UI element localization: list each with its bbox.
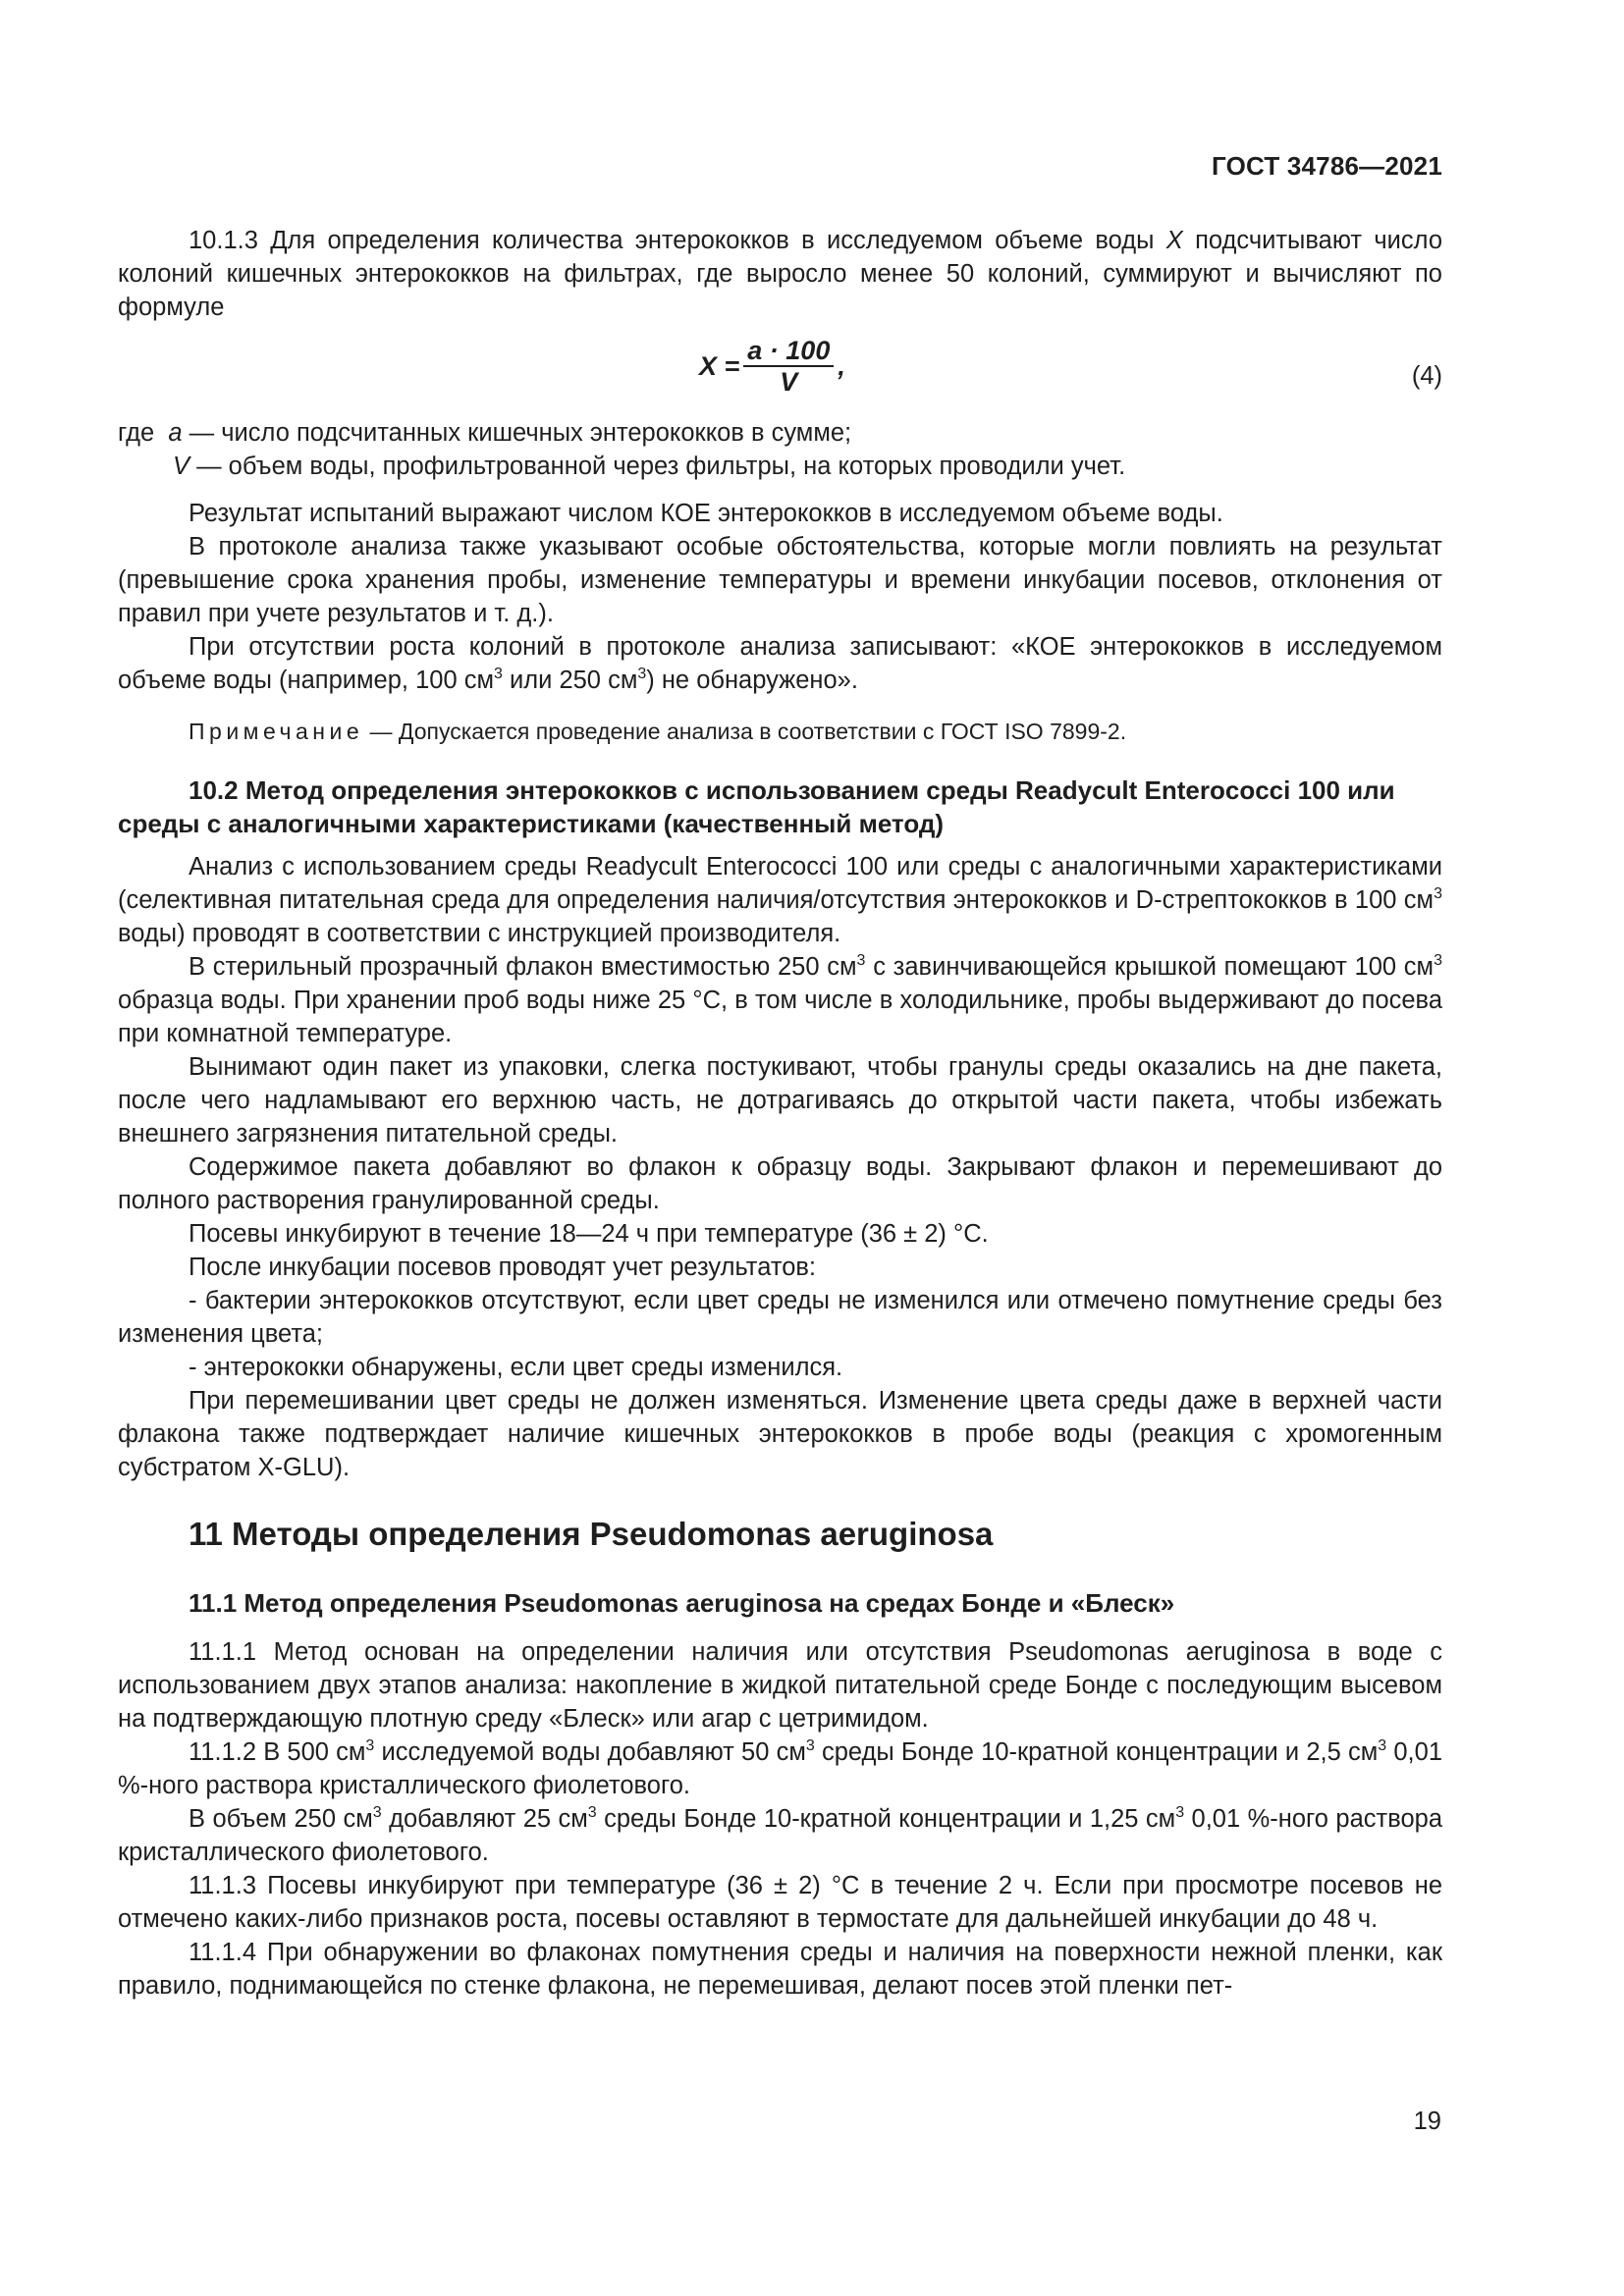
- where-v: V — объем воды, профильтрованной через фильтры, на которых проводили учет.: [173, 453, 1126, 480]
- page-number: 19: [1413, 2108, 1441, 2135]
- paragraph-absent: При отсутствии роста колоний в протоколе анализа записывают: «КОЕ энтерококков в исследуемом объеме воды (например, 100 $см^3$ или 250 $см^3$) не обнаружено».: [118, 633, 1442, 694]
- where-a: где a — число подсчитанных кишечных энтерококков в сумме;: [118, 419, 852, 447]
- paragraph-mix: При перемешивании цвет среды не должен изменяться. Изменение цвета среды даже в верхней части флакона также подтверждает наличие кишечных энтерококков в пробе воды (реакция с хромогенным субстратом X-GLU).: [118, 1387, 1442, 1481]
- paragraph-incubate: Посевы инкубируют в течение 18—24 ч при температуре (36 ± 2) °С.: [189, 1220, 989, 1248]
- paragraph-11-1-1: 11.1.1 Метод основан на определении наличия или отсутствия Pseudomonas aeruginosa в воде с использованием двух этапов анализа: накопление в жидкой питательной среде Бонде с последующим высевом на подтверждающую плотную среду «Блеск» или агар с цетримидом.: [118, 1638, 1442, 1733]
- heading-11: 11 Методы определения Pseudomonas aeruginosa: [189, 1516, 994, 1552]
- paragraph-10-1-3: 10.1.3 Для определения количества энтерококков в исследуемом объеме воды X подсчитывают число колоний кишечных энтерококков на фильтрах, где выросло менее 50 колоний, суммируют и вычисляют по формуле: [118, 227, 1442, 321]
- formula-comma: ,: [838, 351, 845, 381]
- paragraph-11-1-2: 11.1.2 В 500 $см^3$ исследуемой воды добавляют 50 $см^3$ среды Бонде 10-кратной концентрации и 2,5 $см^3$ 0,01 %-ного раствора кристаллического фиолетового.: [118, 1736, 1443, 1799]
- paragraph-protocol: В протоколе анализа также указывают особые обстоятельства, которые могли повлиять на результат (превышение срока хранения пробы, изменение температуры и времени инкубации посевов, отклонения от правил при учете результатов и т. д.).: [118, 533, 1442, 627]
- paragraph-11-1-4: 11.1.4 При обнаружении во флаконах помутнения среды и наличия на поверхности нежной пленки, как правило, поднимающейся по стенке флакона, не перемешивая, делают посев этой пленки пет-: [118, 1939, 1442, 2000]
- variable-x: X: [1165, 227, 1183, 254]
- formula-lhs: X =: [699, 351, 740, 381]
- formula: [699, 336, 845, 397]
- heading-10-2: 10.2 Метод определения энтерококков с использованием среды Readycult Enterococci 100 или среды с аналогичными характеристиками (качественный метод): [118, 775, 1395, 838]
- paragraph-packet: Вынимают один пакет из упаковки, слегка постукивают, чтобы гранулы среды оказались на дне пакета, после чего надламывают его верхнюю часть, не дотрагиваясь до открытой части пакета, чтобы избежать внешнего загрязнения питательной среды.: [118, 1053, 1442, 1148]
- note: Примечание — Допускается проведение анализа в соответствии с ГОСТ ISO 7899-2.: [189, 719, 1127, 744]
- document-body: [118, 224, 1442, 2002]
- equation-number: (4): [1411, 362, 1442, 390]
- formula-fraction: [743, 336, 834, 397]
- paragraph-result: Результат испытаний выражают числом КОЕ энтерококков в исследуемом объеме воды.: [189, 500, 1223, 527]
- formula-block: [118, 324, 1442, 414]
- paragraph-flask: В стерильный прозрачный флакон вместимостью 250 $см^3$ с завинчивающейся крышкой помещают 100 $см^3$ образца воды. При хранении проб воды ниже 25 °С, в том числе в холодильнике, пробы выдерживают до посева при комнатной температуре.: [118, 951, 1442, 1047]
- document-header-id: ГОСТ 34786—2021: [1212, 151, 1442, 181]
- paragraph-11-1-3: 11.1.3 Посевы инкубируют при температуре (36 ± 2) °С в течение 2 ч. Если при просмотре посевов не отмечено каких-либо признаков роста, посевы оставляют в термостате для дальнейшей инкубации до 48 ч.: [118, 1872, 1442, 1933]
- paragraph-volume: В объем 250 $см^3$ добавляют 25 $см^3$ среды Бонде 10-кратной концентрации и 1,25 $см^3$ 0,01 %-ного раствора кристаллического фиолетового.: [118, 1803, 1442, 1866]
- paragraph-contents: Содержимое пакета добавляют во флакон к образцу воды. Закрывают флакон и перемешивают до полного растворения гранулированной среды.: [118, 1153, 1442, 1214]
- paragraph-analysis: Анализ с использованием среды Readycult Enterococci 100 или среды с аналогичными характеристиками (селективная питательная среда для определения наличия/отсутствия энтерококков и D-стрептококков в 100 $см^3$ воды) проводят в соответствии с инструкцией производителя.: [118, 853, 1442, 947]
- paragraph-after: После инкубации посевов проводят учет результатов:: [189, 1254, 817, 1281]
- formula-denominator: V: [780, 367, 798, 397]
- list-item-absent: - бактерии энтерококков отсутствуют, если цвет среды не изменился или отмечено помутнение среды без изменения цвета;: [118, 1287, 1442, 1348]
- list-item-detected: - энтерококки обнаружены, если цвет среды изменился.: [189, 1354, 843, 1381]
- note-label: Примечание: [189, 719, 364, 744]
- formula-numerator: a · 100: [747, 336, 831, 365]
- heading-11-1: 11.1 Метод определения Pseudomonas aeruginosa на средах Бонде и «Блеск»: [189, 1588, 1175, 1618]
